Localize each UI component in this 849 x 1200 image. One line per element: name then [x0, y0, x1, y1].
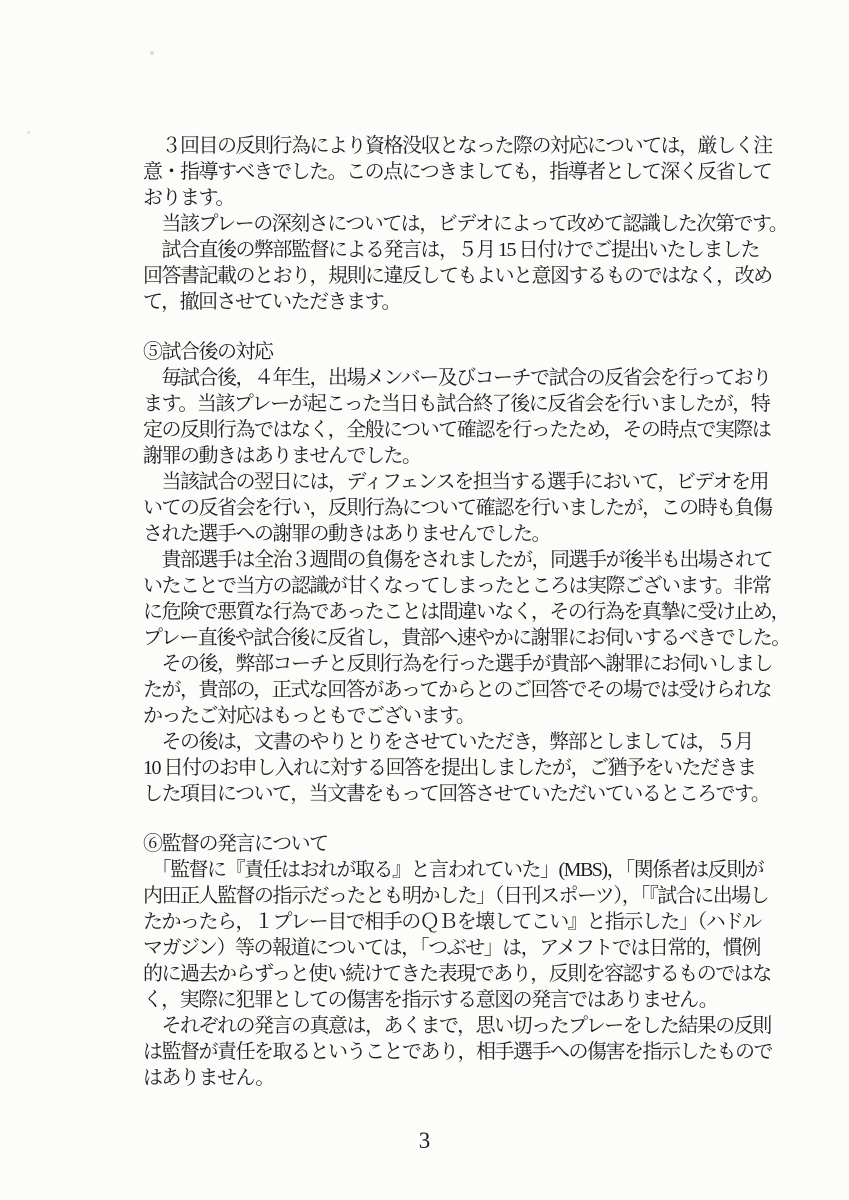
text-line: ます。当該プレーが起こった当日も試合終了後に反省会を行いましたが，特 [143, 393, 770, 415]
text-line: された選手への謝罪の動きはありませんでした。 [143, 523, 550, 545]
section-text [143, 365, 790, 807]
text-line: いての反省会を行い，反則行為について確認を行いましたが，この時も負傷 [143, 497, 772, 519]
text-line: たが，貴部の，正式な回答があってからとのご回答でその場では受けられな [143, 679, 771, 701]
text-line: 回答書記載のとおり，規則に違反してもよいと意図するものではなく，改め [143, 265, 772, 287]
section-intro [143, 133, 788, 315]
text-line: て，撤回させていただきます。 [143, 291, 400, 313]
page-number: 3 [418, 1128, 431, 1153]
text-line: 試合直後の弊部監督による発言は，５月 15 日付けでご提出いたしました [143, 239, 759, 261]
text-line: いたことで当方の認識が甘くなってしまったところは実際ございます。非常 [143, 575, 771, 597]
text-line: たかったら，１プレー目で相手のＱＢを壊してこい』と指示した」（ハドル [143, 911, 761, 933]
section-coach-remarks [143, 831, 772, 1091]
section-heading: ⑥監督の発言について [143, 833, 328, 855]
text-line: 意・指導すべきでした。この点につきましても，指導者として深く反省して [143, 161, 772, 183]
text-line: 内田正人監督の指示だったとも明かした」（日刊スポーツ），「『試合に出場し [143, 885, 769, 907]
text-line: それぞれの発言の真意は，あくまで，思い切ったプレーをした結果の反則 [143, 1015, 771, 1037]
text-line: おります。 [143, 187, 234, 209]
text-line: 貴部選手は全治３週間の負傷をされましたが，同選手が後半も出場されて [143, 549, 772, 571]
document-body [143, 133, 790, 1091]
text-line: く，実際に犯罪としての傷害を指示する意図の発言ではありません。 [143, 989, 718, 1011]
text-line: はありません。 [143, 1067, 274, 1089]
text-line: かったご対応はもっともでございます。 [143, 705, 475, 727]
text-line: 謝罪の動きはありませんでした。 [143, 445, 421, 467]
text-line: 毎試合後，４年生，出場メンバー及びコーチで試合の反省会を行っており [143, 367, 771, 389]
scan-speck [27, 131, 30, 134]
text-line: に危険で悪質な行為であったことは間違いなく，その行為を真摯に受け止め， [143, 601, 790, 623]
scan-speck [150, 51, 154, 55]
text-line: ３回目の反則行為により資格没収となった際の対応については，厳しく注 [143, 135, 772, 157]
text-line: 的に過去からずっと使い続けてきた表現であり，反則を容認するものではな [143, 963, 771, 985]
section-text [143, 133, 788, 315]
text-line: は監督が責任を取るということであり，相手選手への傷害を指示したもので [143, 1041, 772, 1063]
text-line: その後は，文書のやりとりをさせていただき，弊部としましては，５月 [143, 731, 753, 753]
text-line: 定の反則行為ではなく，全般について確認を行ったため，その時点で実際は [143, 419, 771, 441]
section-text [143, 857, 772, 1091]
text-line: プレー直後や試合後に反省し，貴部へ速やかに謝罪にお伺いするべきでした。 [143, 627, 790, 649]
text-line: その後，弊部コーチと反則行為を行った選手が貴部へ謝罪にお伺いしまし [143, 653, 772, 675]
text-line: 「監督に『責任はおれが取る』と言われていた」(MBS)，「関係者は反則が [143, 859, 764, 881]
text-line: マガジン）等の報道については，「つぶせ」は，アメフトでは日常的，慣例 [143, 937, 760, 959]
text-line: した項目について，当文書をもって回答させていただいているところです。 [143, 783, 770, 805]
section-post-game-response [143, 339, 790, 807]
section-heading: ⑤試合後の対応 [143, 341, 273, 363]
text-line: 当該プレーの深刻さについては，ビデオによって改めて認識した次第です。 [143, 213, 788, 235]
text-line: 当該試合の翌日には，ディフェンスを担当する選手において，ビデオを用 [143, 471, 768, 493]
text-line: 10 日付のお申し入れに対する回答を提出しましたが，ご猶予をいただきま [143, 757, 756, 779]
